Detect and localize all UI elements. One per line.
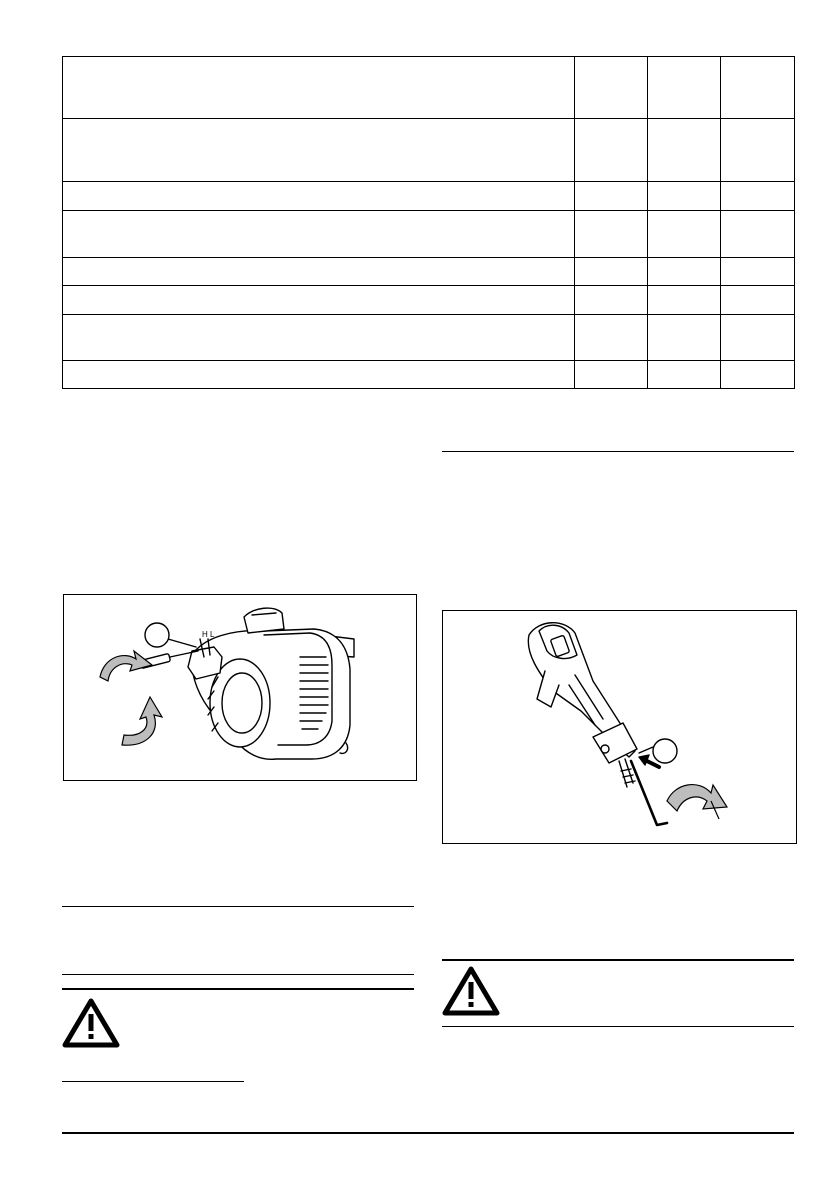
table-cell (648, 315, 721, 361)
table-cell (721, 182, 795, 211)
table-cell (648, 182, 721, 211)
engine-adjustment-figure (63, 594, 417, 781)
rotation-arrow-icon (122, 697, 162, 745)
table-cell (63, 361, 575, 389)
section-divider (62, 974, 414, 975)
table-row (63, 211, 795, 258)
table-row (63, 286, 795, 315)
table-cell (63, 258, 575, 286)
maintenance-table (62, 56, 795, 389)
table-row (63, 182, 795, 211)
warning-bottom-rule (442, 1026, 794, 1027)
table-cell (575, 286, 648, 315)
warning-triangle-icon (442, 966, 500, 1016)
table-cell (575, 119, 648, 182)
table-cell (648, 286, 721, 315)
table-cell (575, 361, 648, 389)
table-cell (575, 315, 648, 361)
table-cell (575, 57, 648, 119)
table-cell (648, 57, 721, 119)
table-row (63, 258, 795, 286)
section-divider (62, 906, 414, 907)
handle-illustration (443, 611, 796, 843)
carburettor-marks: H L (202, 630, 215, 639)
engine-illustration (64, 595, 416, 780)
table-row (63, 315, 795, 361)
table-cell (648, 119, 721, 182)
table-header-row (63, 57, 795, 119)
footer-rule (62, 1132, 794, 1134)
table-row (63, 119, 795, 182)
table-cell (721, 119, 795, 182)
rotation-arrow-icon (100, 651, 152, 681)
table-cell (721, 361, 795, 389)
table-cell (721, 211, 795, 258)
rotation-arrow-icon (667, 785, 727, 819)
table-cell (575, 182, 648, 211)
table-cell (721, 258, 795, 286)
table-cell (575, 211, 648, 258)
section-divider (442, 451, 794, 452)
callout-circle (145, 623, 169, 647)
warning-triangle-icon (62, 998, 120, 1048)
table-cell (721, 315, 795, 361)
table-cell (63, 119, 575, 182)
table-cell (648, 361, 721, 389)
callout-circle (653, 739, 677, 763)
warning-top-rule (442, 959, 794, 961)
table-cell (648, 211, 721, 258)
table-cell (721, 57, 795, 119)
handle-adjustment-figure (442, 610, 797, 844)
table-cell (63, 286, 575, 315)
warning-top-rule (62, 988, 414, 990)
table-cell (63, 57, 575, 119)
table-cell (721, 286, 795, 315)
table-cell (63, 182, 575, 211)
table-cell (575, 258, 648, 286)
table-cell (63, 315, 575, 361)
table-cell (648, 258, 721, 286)
warning-bottom-rule (62, 1081, 244, 1082)
table-cell (63, 211, 575, 258)
table-row (63, 361, 795, 389)
